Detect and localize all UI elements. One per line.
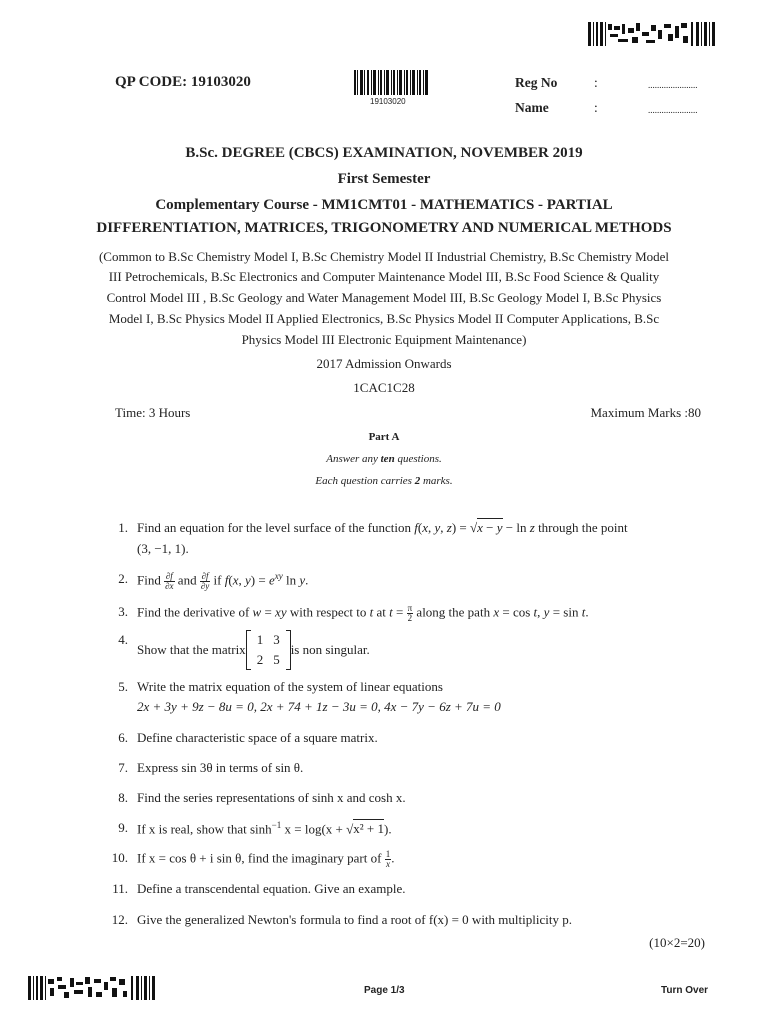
question-number: 5. <box>118 679 128 694</box>
question-text: Write the matrix equation of the system of linear equations <box>137 679 443 694</box>
question-text: Show that the matrix 1 3 2 5 is non singular. <box>137 630 370 670</box>
question-text: Find the derivative of w = xy with respect to t at t = $\frac{\pi}{2}$ along the path x = cos t, y = sin t. <box>137 603 589 623</box>
part-marks: Each question carries 2 marks. <box>315 475 453 487</box>
name-label: Name <box>515 100 549 115</box>
question-text: Define characteristic space of a square matrix. <box>137 730 378 745</box>
question-text: 2x + 3y + 9z − 8u = 0, 2x + 74 + 1z − 3u = 0, 4x − 7y − 6z + 7u = 0 <box>137 699 501 714</box>
part-total: (10×2=20) <box>649 935 705 950</box>
exam-code: 1CAC1C28 <box>353 380 415 395</box>
question-text: (3, −1, 1). <box>137 541 189 556</box>
question-number: 6. <box>118 730 128 745</box>
question-number: 1. <box>118 520 128 535</box>
question-number: 12. <box>111 912 128 927</box>
common-line-4: Model I, B.Sc Physics Model II Applied Electronics, B.Sc Physics Model II Computer Applications, B.Sc <box>108 311 660 326</box>
question-text: Express sin 3θ in terms of sin θ. <box>137 760 304 775</box>
question-number: 4. <box>118 632 128 647</box>
matrix: 1 3 2 5 <box>246 630 291 670</box>
common-line-3: Control Model III , B.Sc Geology and Water Management Model III, B.Sc Geology Model I, B.Sc Physics <box>106 290 662 305</box>
question-number: 11. <box>112 881 128 896</box>
question-text: Define a transcendental equation. Give an example. <box>137 881 406 896</box>
exam-title: B.Sc. DEGREE (CBCS) EXAMINATION, NOVEMBER 2019 <box>185 145 583 161</box>
part-title: Part A <box>368 431 400 443</box>
question-number: 9. <box>118 820 128 835</box>
reg-no-field[interactable]: ...................... <box>648 80 698 90</box>
question-text: If x = cos θ + i sin θ, find the imaginary part of $\frac{1}{x}$ . <box>137 849 395 869</box>
question-text: Give the generalized Newton's formula to find a root of f(x) = 0 with multiplicity p. <box>137 912 572 927</box>
barcode-number: 19103020 <box>370 97 406 106</box>
qp-code: QP CODE: 19103020 <box>115 74 251 90</box>
question-number: 3. <box>118 604 128 619</box>
question-number: 7. <box>118 760 128 775</box>
bottom-left-barcode <box>28 976 158 1000</box>
turn-over[interactable]: Turn Over <box>661 985 709 996</box>
question-number: 10. <box>111 850 128 865</box>
question-number: 8. <box>118 790 128 805</box>
question-text: Find the series representations of sinh x and cosh x. <box>137 790 406 805</box>
max-marks: Maximum Marks :80 <box>590 405 701 420</box>
course-line-1: Complementary Course - MM1CMT01 - MATHEMATICS - PARTIAL <box>155 197 613 213</box>
page-number: Page 1/3 <box>364 985 405 996</box>
name-colon: : <box>594 100 598 115</box>
reg-no-label: Reg No <box>515 75 558 90</box>
common-line-2: III Petrochemicals, B.Sc Electronics and Computer Maintenance Model III, B.Sc Food Science & Quality <box>108 269 660 284</box>
common-line-5: Physics Model III Electronic Equipment Maintenance) <box>241 332 527 347</box>
question-text: Find an equation for the level surface of the function f(x, y, z) = √x − y − ln z through the point <box>137 520 628 535</box>
reg-no-colon: : <box>594 75 598 90</box>
top-right-barcode <box>588 22 718 46</box>
time-label: Time: 3 Hours <box>115 405 191 420</box>
common-line-1: (Common to B.Sc Chemistry Model I, B.Sc Chemistry Model II Industrial Chemistry, B.Sc Chemistry Model <box>98 249 670 264</box>
question-text: If x is real, show that $\sinh^{-1} x = \log(x + √x^2 + 1)$. <box>137 820 392 837</box>
question-number: 2. <box>118 571 128 586</box>
admission: 2017 Admission Onwards <box>316 356 452 371</box>
part-instruction: Answer any ten questions. <box>326 453 442 465</box>
course-line-2: DIFFERENTIATION, MATRICES, TRIGONOMETRY AND NUMERICAL METHODS <box>96 220 672 236</box>
name-field[interactable]: ...................... <box>648 105 698 115</box>
question-text: Find $\frac{\partial f}{\partial x}$ and $\frac{\partial f}{\partial y}$ if f(x, $y) = e^{xy}$ ln y. <box>137 570 309 591</box>
qp-code-barcode <box>354 70 430 95</box>
semester: First Semester <box>337 171 431 187</box>
